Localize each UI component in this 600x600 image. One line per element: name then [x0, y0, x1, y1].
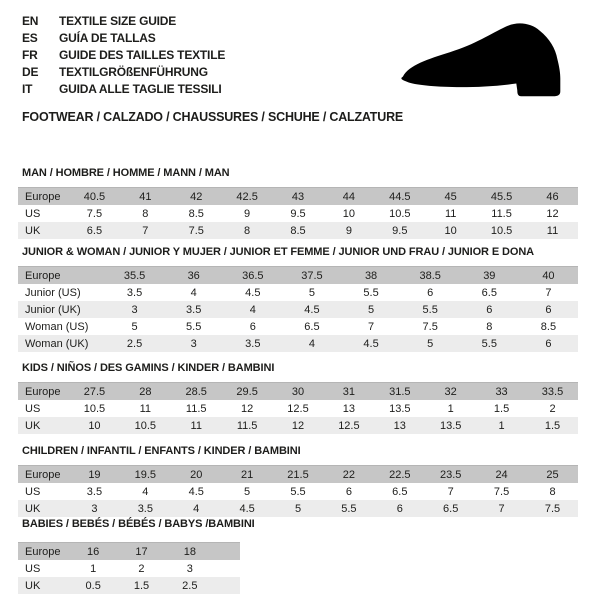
size-cell: 13 — [323, 400, 374, 417]
table-title-man: MAN / HOMBRE / HOMME / MANN / MAN — [22, 167, 230, 179]
row-label: Junior (US) — [18, 284, 105, 301]
size-cell: 33.5 — [527, 383, 578, 401]
size-cell: 8 — [460, 318, 519, 335]
size-cell: 33 — [476, 383, 527, 401]
row-label: UK — [18, 417, 69, 434]
dress-shoe-icon — [392, 18, 580, 106]
language-code: FR — [22, 48, 38, 62]
size-cell: 6 — [519, 335, 578, 352]
size-cell: 12.5 — [273, 400, 324, 417]
size-cell: 40.5 — [69, 188, 120, 206]
size-cell: 6 — [460, 301, 519, 318]
size-cell: 0.5 — [69, 577, 117, 594]
size-cell: 35.5 — [105, 267, 164, 285]
size-cell: 29.5 — [222, 383, 273, 401]
size-cell: 4.5 — [223, 284, 282, 301]
row-label: US — [18, 400, 69, 417]
size-cell: 4 — [120, 483, 171, 500]
language-label: TEXTILE SIZE GUIDE — [59, 14, 177, 28]
filler-cell — [214, 560, 240, 577]
size-cell: 38.5 — [401, 267, 460, 285]
size-cell: 2 — [117, 560, 165, 577]
size-cell: 21.5 — [273, 466, 324, 484]
size-cell: 38 — [342, 267, 401, 285]
row-label: Junior (UK) — [18, 301, 105, 318]
size-cell: 6.5 — [282, 318, 341, 335]
size-cell: 5.5 — [460, 335, 519, 352]
table-title-junior-woman: JUNIOR & WOMAN / JUNIOR Y MUJER / JUNIOR ET FEMME / JUNIOR UND FRAU / JUNIOR E DONA — [22, 246, 535, 258]
size-cell: 7 — [519, 284, 578, 301]
size-cell: 1.5 — [527, 417, 578, 434]
size-cell: 11 — [171, 417, 222, 434]
size-cell: 5.5 — [164, 318, 223, 335]
size-cell: 20 — [171, 466, 222, 484]
table-row-uk — [18, 500, 578, 517]
table-row-woman-uk — [18, 335, 578, 352]
size-cell: 8 — [120, 205, 171, 222]
row-label: UK — [18, 500, 69, 517]
size-cell: 12 — [527, 205, 578, 222]
table-row-woman-us — [18, 318, 578, 335]
size-cell: 13.5 — [374, 400, 425, 417]
language-code: IT — [22, 82, 33, 96]
size-cell: 16 — [69, 543, 117, 561]
size-cell: 6.5 — [374, 483, 425, 500]
size-cell: 6.5 — [69, 222, 120, 239]
size-cell: 18 — [166, 543, 214, 561]
table-row-europe — [18, 543, 240, 561]
size-cell: 45 — [425, 188, 476, 206]
size-cell: 5 — [282, 284, 341, 301]
size-cell: 7 — [342, 318, 401, 335]
size-cell: 25 — [527, 466, 578, 484]
table-title-children: CHILDREN / INFANTIL / ENFANTS / KINDER / BAMBINI — [22, 445, 301, 457]
size-cell: 4.5 — [222, 500, 273, 517]
size-cell: 39 — [460, 267, 519, 285]
size-cell: 6.5 — [460, 284, 519, 301]
size-cell: 12.5 — [323, 417, 374, 434]
size-cell: 4 — [223, 301, 282, 318]
size-cell: 10 — [425, 222, 476, 239]
size-cell: 6 — [401, 284, 460, 301]
size-cell: 6 — [323, 483, 374, 500]
size-cell: 1 — [476, 417, 527, 434]
size-cell: 8.5 — [273, 222, 324, 239]
table-row-europe — [18, 466, 578, 484]
size-cell: 9 — [323, 222, 374, 239]
row-label: Europe — [18, 543, 69, 561]
size-cell: 4 — [164, 284, 223, 301]
size-cell: 7.5 — [401, 318, 460, 335]
size-cell: 41 — [120, 188, 171, 206]
size-cell: 7.5 — [69, 205, 120, 222]
size-cell: 7.5 — [171, 222, 222, 239]
size-cell: 1.5 — [476, 400, 527, 417]
size-cell: 5.5 — [342, 284, 401, 301]
size-cell: 4.5 — [342, 335, 401, 352]
size-cell: 3.5 — [69, 483, 120, 500]
size-cell: 11.5 — [476, 205, 527, 222]
size-cell: 24 — [476, 466, 527, 484]
size-cell: 4 — [171, 500, 222, 517]
size-table-section-babies — [18, 518, 255, 594]
row-label: Europe — [18, 466, 69, 484]
size-cell: 2.5 — [166, 577, 214, 594]
size-cell: 4 — [282, 335, 341, 352]
table-row-junior-uk — [18, 301, 578, 318]
size-table-section-kids — [18, 362, 578, 434]
size-cell: 31.5 — [374, 383, 425, 401]
language-list — [22, 13, 225, 98]
size-cell: 4.5 — [282, 301, 341, 318]
size-cell: 31 — [323, 383, 374, 401]
size-table-section-children — [18, 445, 578, 517]
language-label: TEXTILGRÖßENFÜHRUNG — [59, 65, 208, 79]
row-label: Woman (US) — [18, 318, 105, 335]
language-label: GUIDA ALLE TAGLIE TESSILI — [59, 82, 222, 96]
table-title-babies: BABIES / BEBÉS / BÉBÉS / BABYS /BAMBINI — [22, 518, 255, 530]
row-label: US — [18, 483, 69, 500]
size-cell: 17 — [117, 543, 165, 561]
size-cell: 5 — [222, 483, 273, 500]
language-label: GUÍA DE TALLAS — [59, 31, 156, 45]
size-cell: 11.5 — [222, 417, 273, 434]
size-cell: 19 — [69, 466, 120, 484]
size-cell: 46 — [527, 188, 578, 206]
size-table-man — [18, 187, 578, 239]
size-table-children — [18, 465, 578, 517]
size-cell: 10 — [69, 417, 120, 434]
size-cell: 11.5 — [171, 400, 222, 417]
size-cell: 28 — [120, 383, 171, 401]
size-cell: 1.5 — [117, 577, 165, 594]
size-cell: 7.5 — [527, 500, 578, 517]
size-cell: 7 — [120, 222, 171, 239]
size-cell: 3 — [105, 301, 164, 318]
size-cell: 2 — [527, 400, 578, 417]
language-label: GUIDE DES TAILLES TEXTILE — [59, 48, 226, 62]
size-cell: 7 — [425, 483, 476, 500]
size-cell: 3 — [164, 335, 223, 352]
language-row — [22, 64, 225, 81]
size-cell: 6 — [519, 301, 578, 318]
table-row-us — [18, 205, 578, 222]
size-cell: 42 — [171, 188, 222, 206]
row-label: Woman (UK) — [18, 335, 105, 352]
size-cell: 8 — [222, 222, 273, 239]
size-cell: 45.5 — [476, 188, 527, 206]
size-cell: 7 — [476, 500, 527, 517]
table-row-europe — [18, 267, 578, 285]
size-cell: 28.5 — [171, 383, 222, 401]
size-cell: 44.5 — [374, 188, 425, 206]
row-label: Europe — [18, 267, 105, 285]
filler-cell — [214, 577, 240, 594]
table-row-us — [18, 560, 240, 577]
row-label: UK — [18, 577, 69, 594]
size-cell: 42.5 — [222, 188, 273, 206]
language-row — [22, 81, 225, 98]
size-cell: 44 — [323, 188, 374, 206]
table-row-uk — [18, 222, 578, 239]
size-table-babies — [18, 542, 240, 594]
size-cell: 11 — [425, 205, 476, 222]
size-cell: 6 — [223, 318, 282, 335]
size-cell: 5 — [273, 500, 324, 517]
size-cell: 5 — [342, 301, 401, 318]
size-cell: 5.5 — [273, 483, 324, 500]
table-title-kids: KIDS / NIÑOS / DES GAMINS / KINDER / BAMBINI — [22, 362, 275, 374]
size-cell: 6 — [374, 500, 425, 517]
size-cell: 9.5 — [374, 222, 425, 239]
language-code: DE — [22, 65, 39, 79]
size-cell: 8.5 — [171, 205, 222, 222]
size-cell: 11 — [120, 400, 171, 417]
size-cell: 37.5 — [282, 267, 341, 285]
table-row-uk — [18, 577, 240, 594]
size-cell: 27.5 — [69, 383, 120, 401]
size-cell: 8 — [527, 483, 578, 500]
size-cell: 3.5 — [120, 500, 171, 517]
row-label: Europe — [18, 188, 69, 206]
size-cell: 21 — [222, 466, 273, 484]
size-cell: 23.5 — [425, 466, 476, 484]
size-cell: 2.5 — [105, 335, 164, 352]
size-cell: 3 — [166, 560, 214, 577]
row-label: US — [18, 560, 69, 577]
size-cell: 9.5 — [273, 205, 324, 222]
size-cell: 43 — [273, 188, 324, 206]
table-row-us — [18, 400, 578, 417]
size-cell: 10.5 — [374, 205, 425, 222]
filler-cell — [214, 543, 240, 561]
language-row — [22, 13, 225, 30]
size-cell: 32 — [425, 383, 476, 401]
size-cell: 3.5 — [223, 335, 282, 352]
category-title: FOOTWEAR / CALZADO / CHAUSSURES / SCHUHE / CALZATURE — [22, 110, 404, 124]
language-row — [22, 47, 225, 64]
size-cell: 3 — [69, 500, 120, 517]
table-row-us — [18, 483, 578, 500]
size-cell: 3.5 — [164, 301, 223, 318]
table-row-uk — [18, 417, 578, 434]
size-cell: 8.5 — [519, 318, 578, 335]
table-row-junior-us — [18, 284, 578, 301]
size-cell: 10.5 — [120, 417, 171, 434]
size-cell: 22 — [323, 466, 374, 484]
size-cell: 36 — [164, 267, 223, 285]
size-cell: 4.5 — [171, 483, 222, 500]
size-cell: 12 — [273, 417, 324, 434]
size-table-section-man — [18, 167, 578, 239]
size-table-junior-woman — [18, 266, 578, 352]
row-label: Europe — [18, 383, 69, 401]
size-cell: 6.5 — [425, 500, 476, 517]
size-cell: 11 — [527, 222, 578, 239]
size-cell: 40 — [519, 267, 578, 285]
size-cell: 10.5 — [69, 400, 120, 417]
language-code: ES — [22, 31, 38, 45]
size-cell: 30 — [273, 383, 324, 401]
size-cell: 1 — [425, 400, 476, 417]
size-cell: 1 — [69, 560, 117, 577]
size-cell: 9 — [222, 205, 273, 222]
size-table-section-junior-woman — [18, 246, 578, 352]
shoe-silhouette-path — [401, 23, 560, 96]
size-cell: 7.5 — [476, 483, 527, 500]
size-cell: 5.5 — [323, 500, 374, 517]
size-cell: 22.5 — [374, 466, 425, 484]
size-cell: 10.5 — [476, 222, 527, 239]
size-cell: 36.5 — [223, 267, 282, 285]
size-cell: 10 — [323, 205, 374, 222]
size-cell: 13 — [374, 417, 425, 434]
size-table-kids — [18, 382, 578, 434]
size-cell: 5 — [105, 318, 164, 335]
size-cell: 3.5 — [105, 284, 164, 301]
row-label: US — [18, 205, 69, 222]
size-cell: 5 — [401, 335, 460, 352]
table-row-europe — [18, 383, 578, 401]
size-cell: 12 — [222, 400, 273, 417]
language-row — [22, 30, 225, 47]
size-cell: 5.5 — [401, 301, 460, 318]
size-cell: 13.5 — [425, 417, 476, 434]
table-row-europe — [18, 188, 578, 206]
language-code: EN — [22, 14, 39, 28]
row-label: UK — [18, 222, 69, 239]
size-cell: 19.5 — [120, 466, 171, 484]
